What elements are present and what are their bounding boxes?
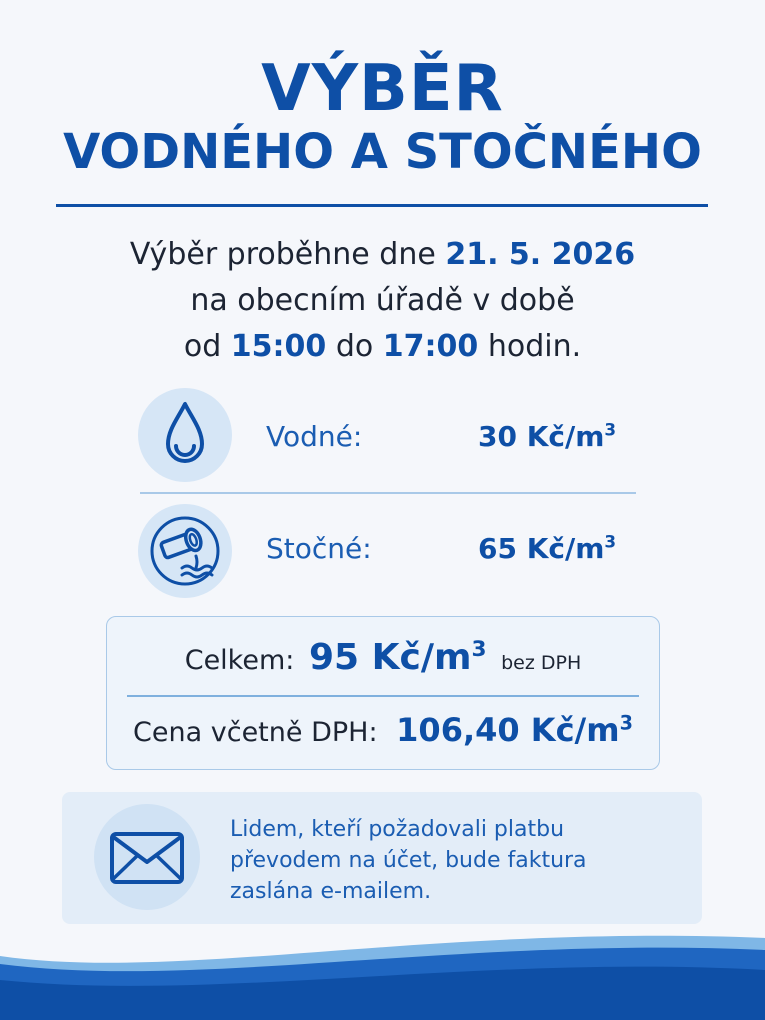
title-line1: VÝBĚR	[261, 52, 504, 126]
note-text: Lidem, kteří požadovali platbu převodem na účet, bude faktura zaslána e-mailem.	[230, 817, 587, 904]
total-value: 95 $Kč/m^3$	[308, 637, 487, 678]
time-to: 17:00	[382, 329, 479, 364]
water-price-label: Vodné:	[266, 420, 363, 453]
total-divider	[127, 695, 639, 697]
time-from: 15:00	[230, 329, 327, 364]
info-line1: Výběr proběhne dne 21. 5. 2026	[129, 237, 636, 272]
vat-value: 106,40 $Kč/m^3$	[396, 711, 633, 749]
total-box	[106, 616, 660, 770]
water-price-value: 30 $Kč/m^3$	[478, 419, 617, 453]
envelope-icon	[94, 804, 200, 910]
price-divider	[140, 492, 636, 494]
sewage-pipe-icon	[138, 504, 232, 598]
total-vat-note: bez DPH	[501, 652, 582, 674]
invoice-note	[62, 792, 702, 924]
water-drop-icon	[138, 388, 232, 482]
decorative-wave	[0, 920, 765, 1020]
sewage-price-value: 65 $Kč/m^3$	[478, 531, 617, 565]
collection-date: 21. 5. 2026	[445, 237, 636, 272]
vat-line: Cena včetně DPH: 106,40 $Kč/m^3$	[133, 711, 633, 749]
info-line3: od 15:00 do 17:00 hodin.	[183, 329, 582, 364]
collection-info	[0, 232, 765, 370]
total-line: Celkem: 95 $Kč/m^3$ bez DPH	[184, 637, 582, 678]
title-divider	[56, 204, 708, 207]
info-line2: na obecním úřadě v době	[190, 283, 575, 318]
title-line2: VODNÉHO A STOČNÉHO	[63, 124, 702, 180]
sewage-price-label: Stočné:	[266, 532, 372, 565]
